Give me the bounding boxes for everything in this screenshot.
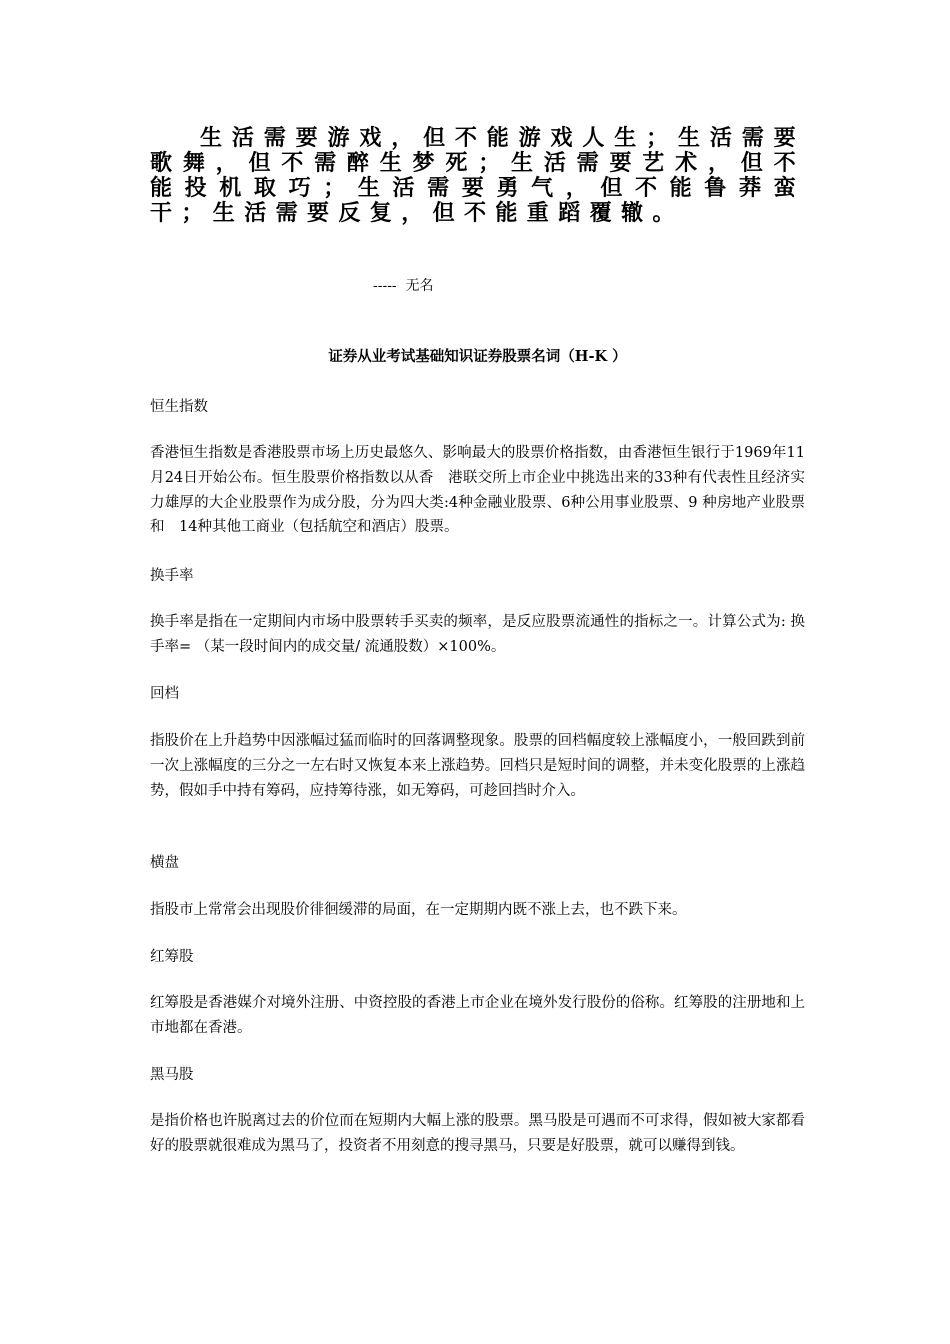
- term-definition: 香港恒生指数是香港股票市场上历史最悠久、影响最大的股票价格指数，由香港恒生银行于1969年11月24日开始公布。恒生股票价格指数以从香 港联交所上市企业中挑选出来的33种有代表性且经济实力雄厚的大企业股票作为成分股，分为四大类:4种金融业股票、6种公用事业股票、9 种房地产业股票和 14种其他工商业（包括航空和酒店）股票。: [150, 445, 805, 536]
- epigraph-attribution: ----- 无名: [373, 278, 434, 294]
- term-definition: 指股价在上升趋势中因涨幅过猛而临时的回落调整现象。股票的回档幅度较上涨幅度小，一般回跌到前一次上涨幅度的三分之一左右时又恢复本来上涨趋势。回档只是短时间的调整，并未变化股票的上涨趋势，假如手中持有筹码，应持筹待涨，如无筹码，可趁回挡时介入。: [150, 733, 805, 799]
- term-heading: 换手率: [150, 568, 194, 584]
- term-heading: 黑马股: [150, 1067, 194, 1083]
- epigraph-quote: 生活需要游戏，但不能游戏人生；生活需要歌舞，但不需醉生梦死；生活需要艺术，但不能投机取巧；生活需要勇气，但不能鲁莽蛮干；生活需要反复，但不能重蹈覆辙。: [150, 125, 805, 226]
- term-heading: 红筹股: [150, 949, 194, 965]
- term-definition: 换手率是指在一定期间内市场中股票转手买卖的频率，是反应股票流通性的指标之一。计算公式为: 换手率= （某一段时间内的成交量/ 流通股数）×100%。: [150, 614, 805, 655]
- term-definition: 指股市上常常会出现股价徘徊缓滞的局面，在一定期期内既不涨上去，也不跌下来。: [150, 902, 687, 918]
- term-heading: 回档: [150, 686, 179, 702]
- term-definition: 红筹股是香港媒介对境外注册、中资控股的香港上市企业在境外发行股份的俗称。红筹股的注册地和上市地都在香港。: [150, 995, 805, 1036]
- term-definition: 是指价格也许脱离过去的价位而在短期内大幅上涨的股票。黑马股是可遇而不可求得，假如被大家都看好的股票就很难成为黑马了，投资者不用刻意的搜寻黑马，只要是好股票，就可以赚得到钱。: [150, 1113, 805, 1154]
- term-heading: 横盘: [150, 855, 179, 871]
- document-title: 证券从业考试基础知识证券股票名词（H-K ）: [328, 348, 627, 365]
- term-heading: 恒生指数: [150, 399, 208, 415]
